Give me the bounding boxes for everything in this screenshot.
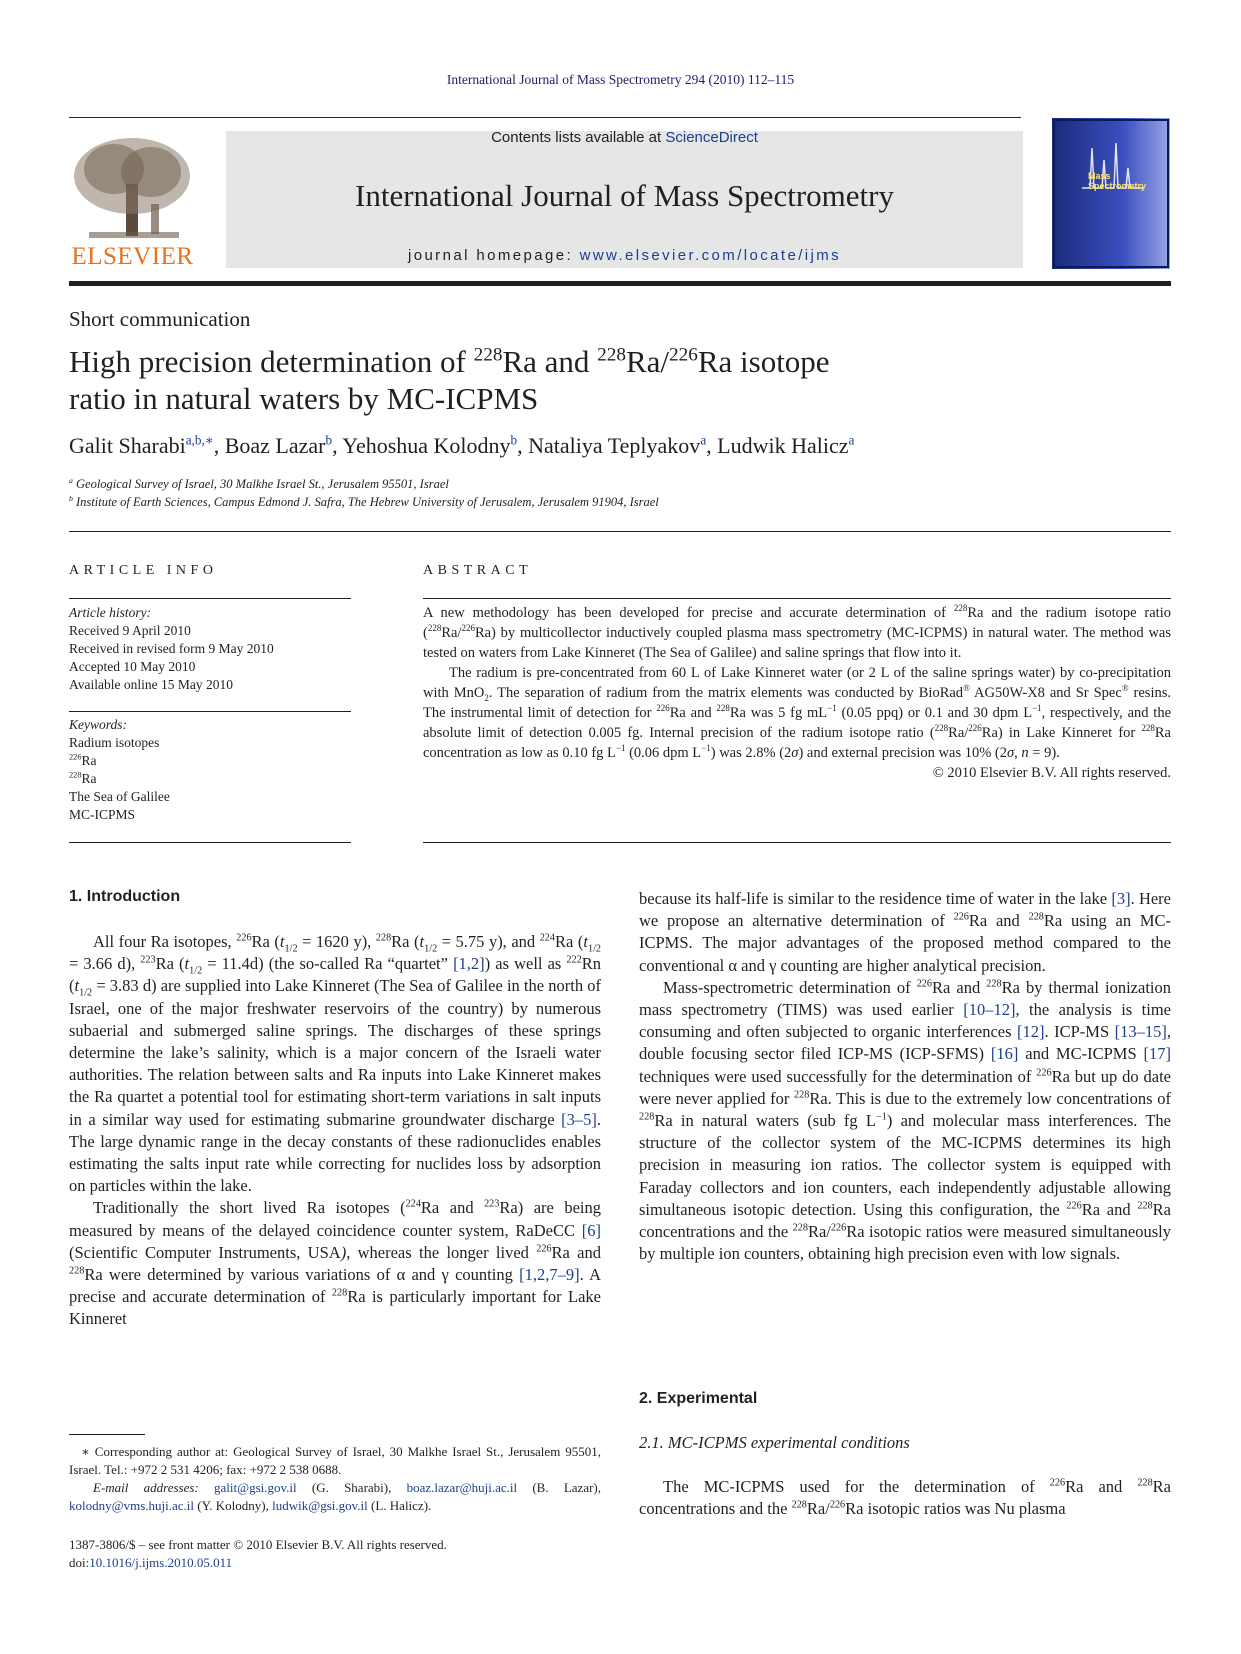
keyword: The Sea of Galilee	[69, 789, 170, 804]
email-link[interactable]: ludwik@gsi.gov.il	[272, 1498, 368, 1513]
author-name: Galit Sharabi	[69, 433, 186, 458]
email-owner: (G. Sharabi),	[296, 1480, 407, 1495]
section-heading-introduction: 1. Introduction	[69, 888, 181, 905]
article-history	[69, 604, 351, 694]
history-item: Available online 15 May 2010	[69, 677, 233, 692]
title-text: Ra isotope	[697, 344, 830, 379]
footnote-rule	[69, 1434, 145, 1435]
divider	[69, 711, 351, 712]
subsection-heading: 2.1. MC-ICPMS experimental conditions	[639, 1433, 910, 1452]
body-paragraph: Mass-spectrometric determination of $^{226}$Ra and $^{228}$Ra by thermal ionization mass spectrometry (TIMS) was used earlier [10–12], the analysis is time consuming and often subjected to organic interferences [12]. ICP-MS [13–15], double focusing sector filed ICP-MS (ICP-SFMS) [16] and MC-ICPMS [17] techniques were used successfully for the determination of $^{226}$Ra but up do date were never applied for $^{228}$Ra. This is due to the extremely low concentrations of $^{228}$Ra in natural waters (sub fg $L^{-1}$) and molecular mass interferences. The structure of the collector system of the MC-ICPMS determines its high precision in measuring ion ratios. The collector system is equipped with Faraday collectors and ion counters, each independently adjustable allowing simultaneous isotopic detection. Using this configuration, the $^{226}$Ra and $^{228}$Ra concentrations and the $^{228}$Ra/$^{226}$Ra isotopic ratios were measured simultaneously by multiple ion counters, obtaining high precision even with low signals.	[639, 977, 1171, 1264]
email-addresses	[69, 1479, 601, 1515]
title-line-2: ratio in natural waters by MC-ICPMS	[69, 381, 539, 416]
divider	[423, 842, 1171, 843]
journal-title: International Journal of Mass Spectrometry	[355, 178, 894, 213]
contents-line	[226, 129, 1023, 146]
body-column-left	[69, 931, 601, 1331]
history-item: Accepted 10 May 2010	[69, 659, 196, 674]
abstract-paragraph: A new methodology has been developed for precise and accurate determination of $^{228}$Ra and the radium isotope ratio ($^{228}$Ra/$^{226}$Ra) by multicollector inductively coupled plasma mass spectrometry (MC-ICPMS) in natural water. The method was tested on waters from Lake Kinneret (The Sea of Galilee) and saline springs that flow into it.	[423, 603, 1171, 661]
email-link[interactable]: boaz.lazar@huji.ac.il	[406, 1480, 518, 1495]
author-affil-link[interactable]: b	[325, 432, 333, 448]
email-owner: (B. Lazar),	[517, 1480, 601, 1495]
top-rule	[69, 117, 1021, 118]
journal-cover-thumbnail[interactable]	[1052, 118, 1170, 269]
email-owner: (L. Halicz).	[367, 1498, 432, 1513]
abstract-paragraph: The radium is pre-concentrated from 60 L of Lake Kinneret water (or 2 L of the saline springs water) by co-precipitation with MnO$_2$. The separation of radium from the matrix elements was conducted by BioRad® AG50W-X8 and Sr Spec® resins. The instrumental limit of detection for $^{226}$Ra and $^{228}$Ra was 5 fg $mL^{-1}$ (0.05 ppq) or 0.1 and 30 dpm $L^{-1}$, respectively, and the absolute limit of detection 0.005 fg. Internal precision of the radium isotope ratio ($^{228}$Ra/$^{226}$Ra) in Lake Kinneret for $^{228}$Ra concentration as low as 0.10 fg $L^{-1}$ (0.06 dpm $L^{-1}$) was 2.8% (2σ) and external precision was 10% (2σ, n = 9).	[423, 665, 1172, 761]
email-link[interactable]: kolodny@vms.huji.ac.il	[69, 1498, 194, 1513]
title-text: High precision determination of	[69, 344, 474, 379]
body-paragraph: Traditionally the short lived Ra isotopes ($^{224}$Ra and $^{223}$Ra) are being measured by means of the delayed coincidence counter system, RaDeCC [6] (Scientific Computer Instruments, USA), whereas the longer lived $^{226}$Ra and $^{228}$Ra were determined by various variations of α and γ counting [1,2,7–9]. A precise and accurate determination of $^{228}$Ra is particularly important for Lake Kinneret	[69, 1198, 602, 1329]
cover-title: Mass Spectrometry	[1088, 171, 1147, 191]
keyword	[69, 752, 351, 770]
divider	[423, 598, 1171, 599]
section-heading-experimental: 2. Experimental	[639, 1390, 758, 1407]
title-text: Ra and	[502, 344, 598, 379]
history-item: Received in revised form 9 May 2010	[69, 641, 274, 656]
body-paragraph: All four Ra isotopes, $^{226}$Ra ($t_{1/2} = 1620$ y), $^{228}$Ra ($t_{1/2} = 5.75$ y), and $^{224}$Ra ($t_{1/2} = 3.66$ d), $^{223}$Ra $(t_{1/2} = 11.4d)$ (the so-called Ra “quartet” [1,2]) as well as $^{222}$Rn ($t_{1/2} = 3.83$ d) are supplied into Lake Kinneret (The Sea of Galilee in the north of Israel, one of the major freshwater reservoirs of the country) by numerous subaerial and submerged saline springs. The discharges of these springs determine the lake’s salinity, which is a major concern of the Israeli water authorities. The relation between salts and Ra inputs into Lake Kinneret makes the Ra quartet a potential tool for estimating short-term variations in salt inputs in a similar way used for estimating submarine groundwater discharge [3–5]. The large dynamic range in the decay constants of these radionuclides enables estimating the salts input rate while correcting for nuclides loss by adsorption on particles within the lake.	[69, 932, 602, 1196]
keywords	[69, 716, 351, 824]
article-info-heading: ARTICLE INFO	[69, 563, 218, 578]
corresponding-author-note: ∗ Corresponding author at: Geological Survey of Israel, 30 Malkhe Israel St., Jerusalem 95501, Israel. Tel.: +972 2 531 4206; fax: +972 2 538 0688.	[69, 1444, 601, 1477]
title-superscript: 228	[597, 344, 626, 366]
body-paragraph: The MC-ICPMS used for the determination of $^{226}$Ra and $^{228}$Ra concentrations and the $^{228}$Ra/$^{226}$Ra isotopic ratios was Nu plasma	[639, 1477, 1172, 1519]
keywords-label: Keywords:	[69, 717, 127, 732]
keyword-superscript: 226	[69, 752, 82, 762]
title-superscript: 226	[669, 344, 698, 366]
author-name: Nataliya Teplyakov	[528, 433, 701, 458]
history-item: Received 9 April 2010	[69, 623, 191, 638]
keyword-text: Ra	[81, 753, 97, 768]
doi-prefix: doi:	[69, 1555, 90, 1570]
abstract-body	[423, 603, 1171, 783]
article-title	[69, 343, 1069, 417]
author-separator: ,	[706, 433, 718, 458]
author-affil-link[interactable]: a	[700, 432, 707, 448]
cover-image-icon	[1052, 118, 1170, 269]
author-name: Boaz Lazar	[224, 433, 326, 458]
title-superscript: 228	[473, 344, 503, 366]
abstract-heading: ABSTRACT	[423, 563, 533, 578]
history-label: Article history:	[69, 605, 152, 620]
body-column-right-bottom	[639, 1476, 1171, 1520]
email-link[interactable]: galit@gsi.gov.il	[214, 1480, 297, 1495]
author-name: Ludwik Halicz	[717, 433, 849, 458]
keyword	[69, 770, 351, 788]
divider	[69, 842, 351, 843]
keyword: MC-ICPMS	[69, 807, 136, 822]
divider	[69, 531, 1171, 532]
keyword-text: Ra	[81, 771, 97, 786]
keyword-superscript: 228	[69, 770, 82, 780]
doi-line	[69, 1554, 447, 1572]
elsevier-logo[interactable]	[69, 134, 196, 274]
homepage-prefix: journal homepage:	[407, 247, 580, 264]
affiliation-mark: b	[69, 493, 73, 503]
affiliation-text: Institute of Earth Sciences, Campus Edmond J. Safra, The Hebrew University of Jerusalem, Jerusalem 91904, Israel	[76, 495, 659, 509]
homepage-link[interactable]: www.elsevier.com/locate/ijms	[579, 247, 842, 264]
author-affil-link[interactable]: a	[848, 432, 855, 448]
affiliation-b	[69, 495, 659, 510]
author-list	[69, 433, 854, 459]
author-affil-link[interactable]: a,b,∗	[185, 432, 214, 448]
author-separator: ,	[517, 433, 529, 458]
divider	[69, 598, 351, 599]
article-type: Short communication	[69, 307, 251, 331]
body-paragraph: because its half-life is similar to the residence time of water in the lake [3]. Here we propose an alternative determination of $^{226}$Ra and $^{228}$Ra using an MC-ICPMS. The major advantages of the proposed method compared to the conventional α and γ counting are higher analytical precision.	[639, 889, 1171, 975]
affiliation-a	[69, 477, 449, 492]
header-rule	[69, 281, 1171, 286]
elsevier-wordmark: ELSEVIER	[71, 243, 194, 270]
affiliation-text: Geological Survey of Israel, 30 Malkhe Israel St., Jerusalem 95501, Israel	[76, 477, 449, 491]
running-head[interactable]: International Journal of Mass Spectrometry 294 (2010) 112–115	[446, 72, 795, 87]
title-text: Ra/	[625, 344, 670, 379]
keyword: Radium isotopes	[69, 735, 160, 750]
sciencedirect-link[interactable]: ScienceDirect	[665, 129, 758, 146]
author-separator: ,	[213, 433, 225, 458]
author-separator: ,	[332, 433, 343, 458]
footnote	[69, 1443, 601, 1515]
affiliation-mark: a	[69, 475, 73, 485]
body-column-right	[639, 888, 1171, 1265]
copyright: © 2010 Elsevier B.V. All rights reserved.	[932, 765, 1171, 781]
doi-link[interactable]: 10.1016/j.ijms.2010.05.011	[89, 1555, 233, 1570]
author-affil-link[interactable]: b	[510, 432, 518, 448]
email-label: E-mail addresses:	[93, 1480, 199, 1495]
contents-prefix: Contents lists available at	[491, 129, 666, 146]
email-owner: (Y. Kolodny),	[194, 1498, 273, 1513]
issn-doi-block	[69, 1536, 447, 1572]
journal-homepage	[226, 247, 1023, 264]
author-name: Yehoshua Kolodny	[342, 433, 511, 458]
issn-line: 1387-3806/$ – see front matter © 2010 Elsevier B.V. All rights reserved.	[69, 1537, 447, 1552]
